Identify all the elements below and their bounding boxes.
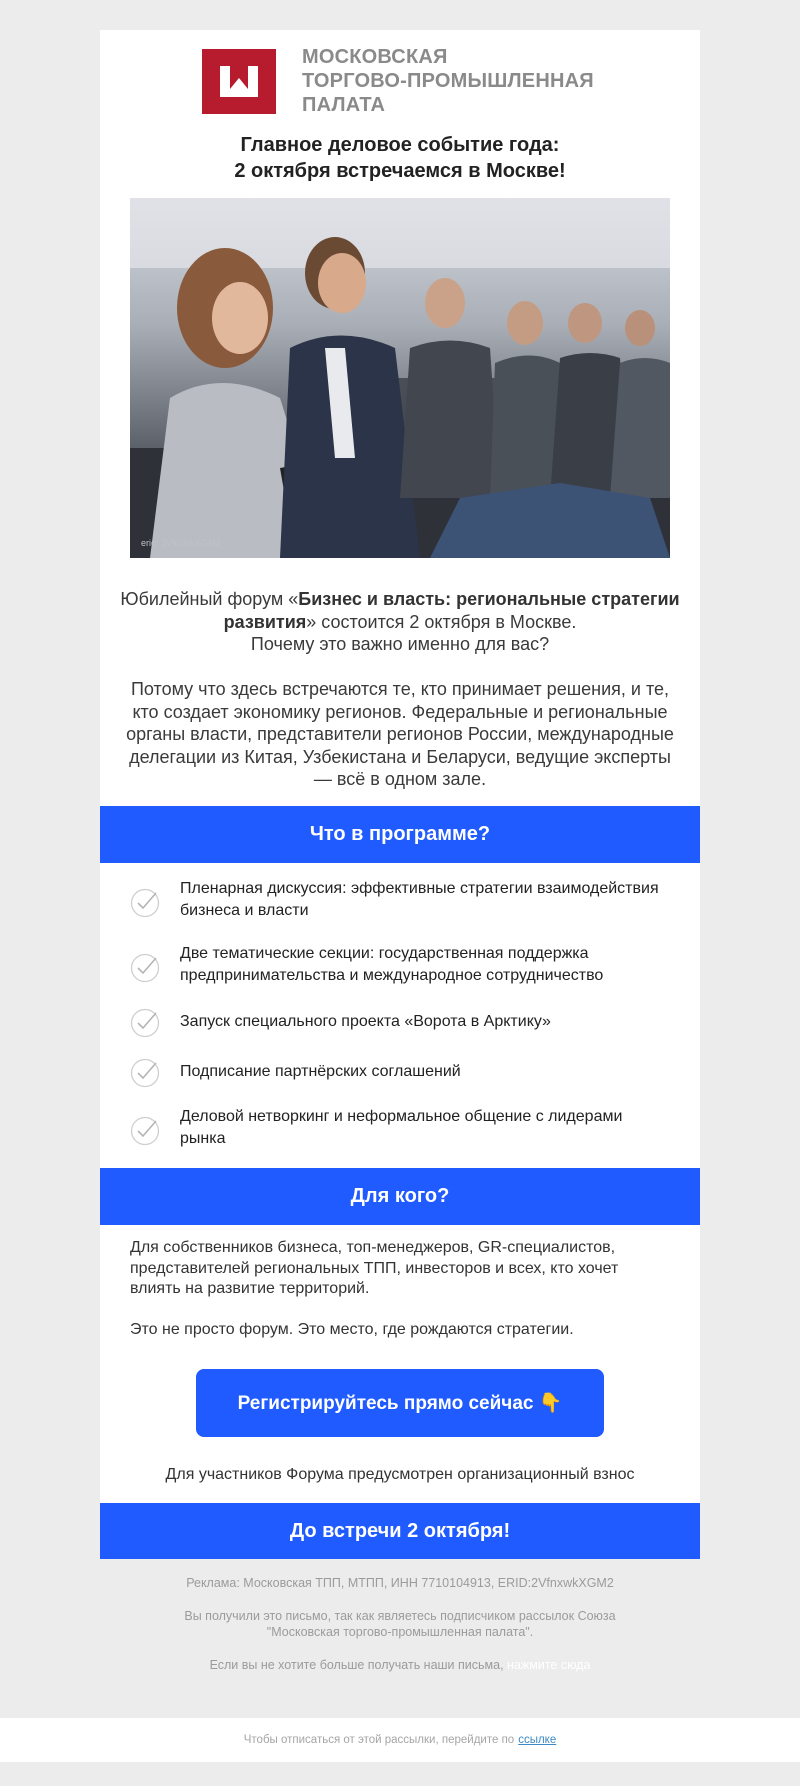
- mtpp-logo-icon: [202, 49, 276, 114]
- headline: [100, 132, 700, 184]
- headline-line-2: 2 октября встречаемся в Москве!: [234, 160, 566, 182]
- program-item-text: Пленарная дискуссия: эффективные стратегии взаимодействия бизнеса и власти: [180, 880, 659, 919]
- program-item-text: Подписание партнёрских соглашений: [180, 1063, 461, 1080]
- bottom-unsubscribe-text: Чтобы отписаться от этой рассылки, перейдите по: [243, 1734, 515, 1746]
- logo-text: [302, 45, 594, 117]
- check-circle-icon: [130, 1008, 160, 1038]
- unsubscribe-note: [160, 1657, 640, 1673]
- program-heading: Что в программе?: [100, 806, 700, 863]
- farewell-banner: До встречи 2 октября!: [100, 1503, 700, 1559]
- footer-notes: [160, 1575, 640, 1690]
- email-card: [100, 30, 700, 1558]
- audience-heading: Для кого?: [100, 1168, 700, 1225]
- forum-name: Бизнес и власть: региональные стратегии развития: [223, 589, 680, 632]
- logo[interactable]: [202, 45, 594, 117]
- unsubscribe-text: Если вы не хотите больше получать наши письма,: [209, 1658, 508, 1672]
- ad-disclosure: Реклама: Московская ТПП, МТПП, ИНН 7710104913, ERID:2VfnxwkXGM2: [186, 1576, 614, 1590]
- register-button[interactable]: Регистрируйтесь прямо сейчас 👇: [196, 1369, 604, 1437]
- bottom-unsubscribe-bar: [0, 1718, 800, 1762]
- audience-text: Для собственников бизнеса, топ-менеджеров, GR-специалистов, представителей региональных ТПП, инвесторов и всех, кто хочет влиять на развитие территорий.: [130, 1239, 619, 1297]
- check-circle-icon: [130, 888, 160, 918]
- unsubscribe-link[interactable]: нажмите сюда: [507, 1658, 591, 1672]
- intro-post: » состоится 2 октября в Москве.: [306, 611, 577, 632]
- intro-question: Почему это важно именно для вас?: [250, 634, 550, 654]
- program-item-text: Две тематические секции: государственная поддержка предпринимательства и международное сотрудничество: [180, 945, 604, 984]
- hero-image: [130, 198, 670, 558]
- intro-pre: Юбилейный форум «: [120, 589, 299, 609]
- logo-line-1: МОСКОВСКАЯ: [302, 46, 448, 68]
- check-circle-icon: [130, 953, 160, 983]
- check-circle-icon: [130, 1058, 160, 1088]
- logo-line-3: ПАЛАТА: [302, 94, 386, 116]
- subscription-note: Вы получили это письмо, так как являетесь подписчиком рассылок Союза "Московская торгово-промышленная палата".: [184, 1609, 616, 1639]
- intro-text: [120, 588, 680, 656]
- bottom-unsubscribe-link[interactable]: ссылке: [518, 1734, 557, 1746]
- logo-line-2: ТОРГОВО-ПРОМЫШЛЕННАЯ: [302, 70, 594, 92]
- headline-line-1: Главное деловое событие года:: [240, 134, 560, 156]
- program-item-text: Запуск специального проекта «Ворота в Арктику»: [180, 1013, 551, 1030]
- fee-note: Для участников Форума предусмотрен организационный взнос: [165, 1466, 635, 1483]
- audience-tagline: Это не просто форум. Это место, где рождаются стратегии.: [130, 1321, 574, 1338]
- why-text: Потому что здесь встречаются те, кто принимает решения, и те, кто создает экономику регионов. Федеральные и региональные органы власти, представители регионов России, международные делегации из Китая, Узбекистана и Беларуси, ведущие эксперты — всё в одном зале.: [126, 679, 674, 789]
- program-item-text: Деловой нетворкинг и неформальное общение с лидерами рынка: [180, 1108, 623, 1147]
- erid-label: erid: 2VfnxwkXGM2: [141, 538, 221, 548]
- check-circle-icon: [130, 1116, 160, 1146]
